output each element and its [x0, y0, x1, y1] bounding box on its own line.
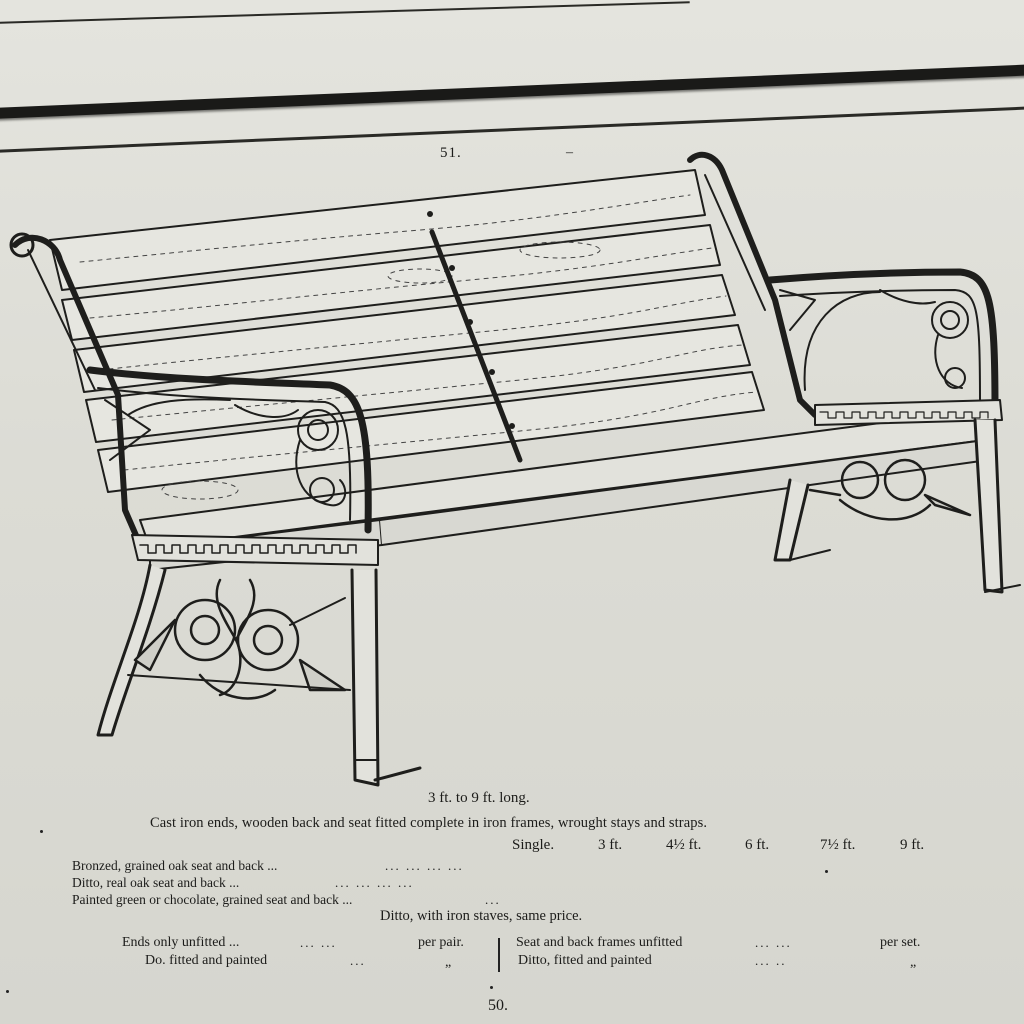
frames-ends-fitted-dots: ... [350, 953, 366, 968]
frames-seat-unfitted-unit: per set. [880, 935, 921, 950]
left-leg-ornament [128, 580, 350, 698]
frames-ends-fitted: Do. fitted and painted [145, 953, 268, 968]
frames-ends-fitted-unit: „ [445, 955, 452, 970]
frames-seat-unfitted-dots: ... ... [755, 935, 792, 950]
price-row-bronzed: Bronzed, grained oak seat and back ... [72, 858, 278, 873]
frames-ends-unfitted-unit: per pair. [418, 935, 464, 950]
price-row-painted-dots: ... [485, 892, 501, 907]
price-row-real-oak-dots: ... ... ... ... [335, 875, 414, 890]
print-speck [490, 986, 493, 989]
frames-seat-fitted-unit: „ [910, 955, 917, 970]
plate-number: 51. [440, 145, 462, 161]
size-header-3ft: 3 ft. [598, 837, 623, 853]
size-header-9ft: 9 ft. [900, 837, 925, 853]
print-speck [825, 870, 828, 873]
frames-ends-unfitted-dots: ... ... [300, 935, 337, 950]
iron-staves-note: Ditto, with iron staves, same price. [380, 908, 583, 924]
page-number: 50. [488, 997, 508, 1014]
frames-seat-fitted: Ditto, fitted and painted [518, 953, 652, 968]
right-arm-scroll [780, 290, 968, 388]
price-row-real-oak: Ditto, real oak seat and back ... [72, 875, 240, 890]
price-row-bronzed-dots: ... ... ... ... [385, 858, 464, 873]
size-header-4-5ft: 4½ ft. [666, 837, 702, 853]
column-divider [498, 938, 500, 972]
price-row-painted: Painted green or chocolate, grained seat and back ... [72, 892, 353, 907]
size-header-7-5ft: 7½ ft. [820, 837, 856, 853]
print-speck [6, 990, 9, 993]
size-header-6ft: 6 ft. [745, 837, 770, 853]
frames-ends-unfitted: Ends only unfitted ... [122, 935, 240, 950]
print-speck [40, 830, 43, 833]
length-caption: 3 ft. to 9 ft. long. [428, 790, 530, 806]
back-slats [50, 170, 764, 492]
size-header-single: Single. [512, 837, 555, 853]
description-caption: Cast iron ends, wooden back and seat fitted complete in iron frames, wrought stays and straps. [150, 815, 708, 831]
frames-seat-unfitted: Seat and back frames unfitted [516, 935, 683, 950]
header-dash: – [566, 145, 573, 160]
frames-seat-fitted-dots: ... .. [755, 953, 787, 968]
